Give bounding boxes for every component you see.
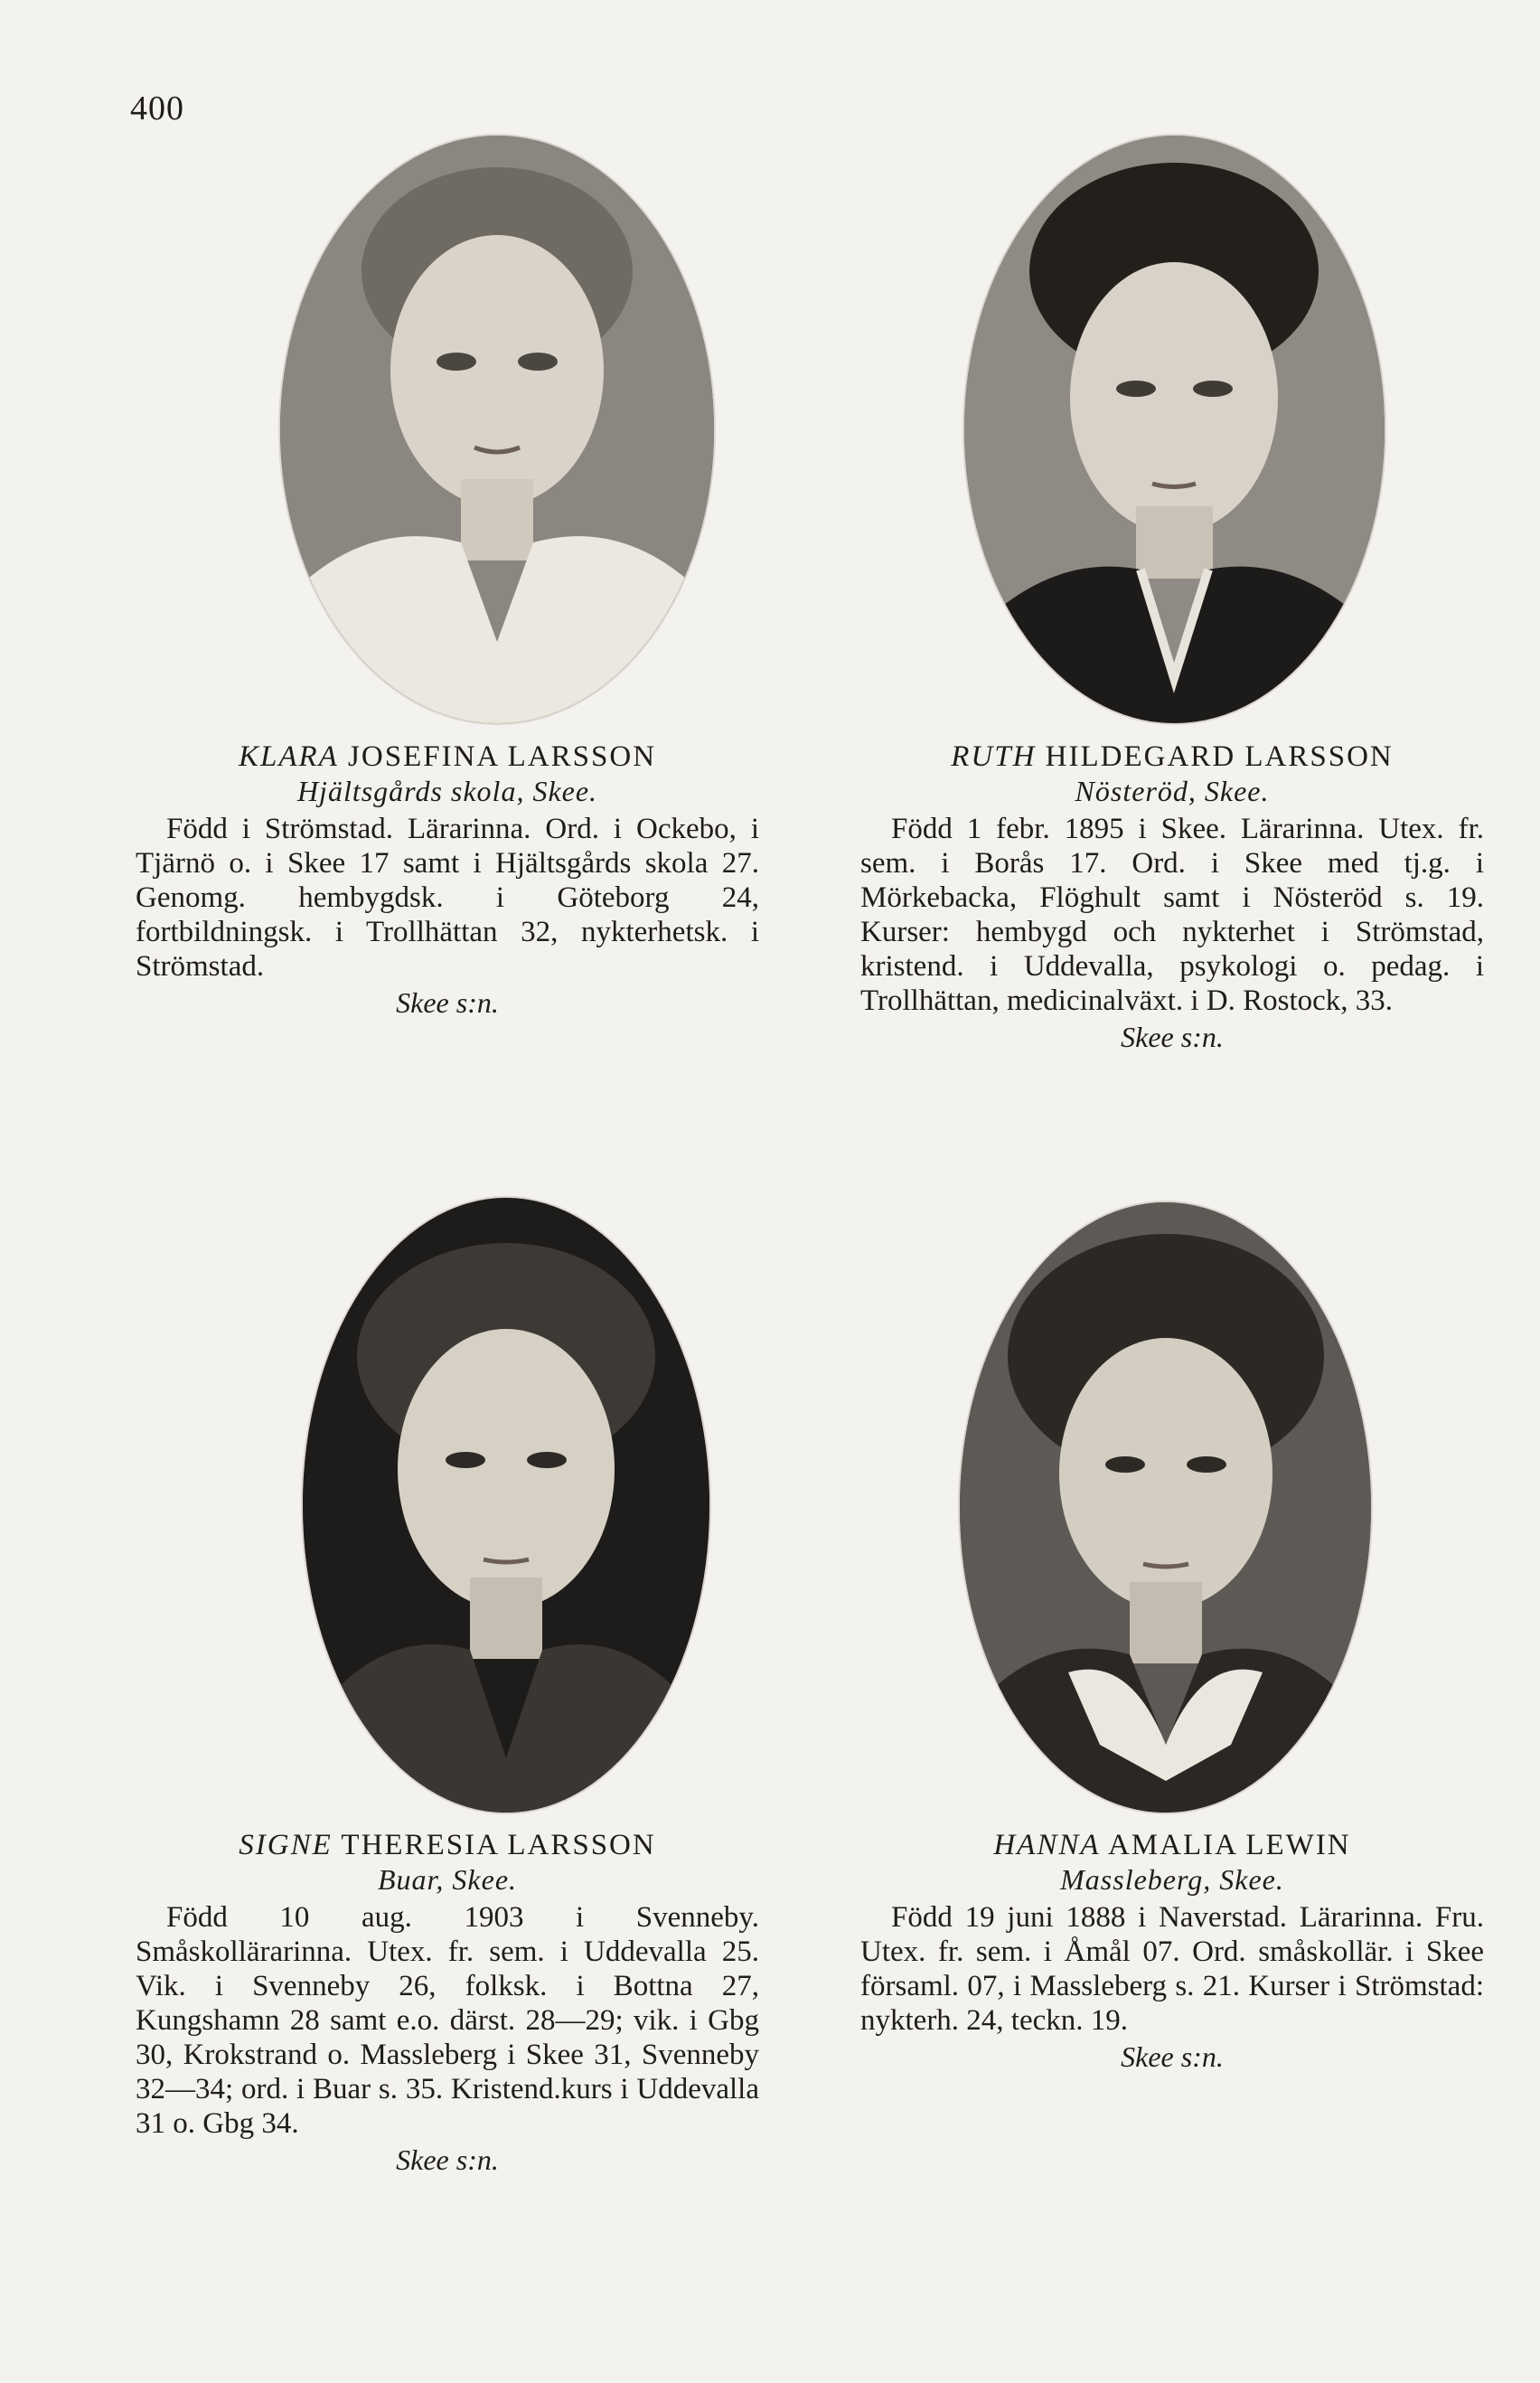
portrait-photo: [303, 1198, 709, 1813]
biography-text: Född 19 juni 1888 i Naverstad. Lärarinna. Fru. Utex. fr. sem. i Åmål 07. Ord. småskollär. i Skee församl. 07, i Massleberg s. 21. Kurser i Strömstad: nykterh. 24, teckn. 19.: [860, 1901, 1484, 2037]
school-location: Hjältsgårds skola, Skee.: [296, 775, 598, 807]
portrait-photo: [960, 1202, 1371, 1813]
portrait-photo: [964, 136, 1385, 723]
person-name: [136, 1828, 759, 1862]
biography-text: Född i Strömstad. Lärarinna. Ord. i Ockebo, i Tjärnö o. i Skee 17 samt i Hjältsgårds skola 27. Genomg. hembygdsk. i Göteborg 24, fortbildningsk. i Trollhättan 32, nykterhetsk. i Strömstad.: [136, 813, 759, 983]
page-number: 400: [130, 89, 184, 127]
person-name: [860, 1828, 1484, 1862]
given-name: KLARA: [238, 740, 339, 773]
name-rest: HILDEGARD LARSSON: [1036, 740, 1394, 773]
name-rest: AMALIA LEWIN: [1100, 1829, 1351, 1861]
parish-signoff: Skee s:n.: [1121, 2040, 1224, 2073]
person-name: [860, 739, 1484, 774]
given-name: HANNA: [993, 1829, 1101, 1861]
person-name: [136, 739, 759, 774]
given-name: SIGNE: [239, 1829, 333, 1861]
parish-signoff: Skee s:n.: [1121, 1021, 1224, 1053]
name-rest: THERESIA LARSSON: [332, 1829, 656, 1861]
parish-signoff: Skee s:n.: [396, 986, 499, 1019]
school-location: Buar, Skee.: [377, 1863, 518, 1896]
parish-signoff: Skee s:n.: [396, 2143, 499, 2176]
given-name: RUTH: [951, 740, 1037, 773]
name-rest: JOSEFINA LARSSON: [338, 740, 657, 773]
school-location: Massleberg, Skee.: [1060, 1863, 1284, 1896]
school-location: Nösteröd, Skee.: [1075, 775, 1270, 807]
portrait-illustration: [280, 136, 714, 723]
portrait-photo: [280, 136, 714, 723]
biography-text: Född 1 febr. 1895 i Skee. Lärarinna. Utex. fr. sem. i Borås 17. Ord. i Skee med tj.g. i Mörkebacka, Flöghult samt i Nösteröd s. 19. Kurser: hembygd och nykterhet i Strömstad, kristend. i Uddevalla, psykologi o. pedag. i Trollhättan, medicinalväxt. i D. Rostock, 33.: [860, 813, 1484, 1017]
biography-text: Född 10 aug. 1903 i Svenneby. Småskollärarinna. Utex. fr. sem. i Uddevalla 25. Vik. i Svenneby 26, folksk. i Bottna 27, Kungshamn 28 samt e.o. därst. 28—29; vik. i Gbg 30, Krokstrand o. Massleberg i Skee 31, Svenneby 32—34; ord. i Buar s. 35. Kristend.kurs i Uddevalla 31 o. Gbg 34.: [136, 1901, 759, 2140]
portrait-illustration: [960, 1202, 1371, 1813]
portrait-illustration: [303, 1198, 709, 1813]
portrait-illustration: [964, 136, 1385, 723]
